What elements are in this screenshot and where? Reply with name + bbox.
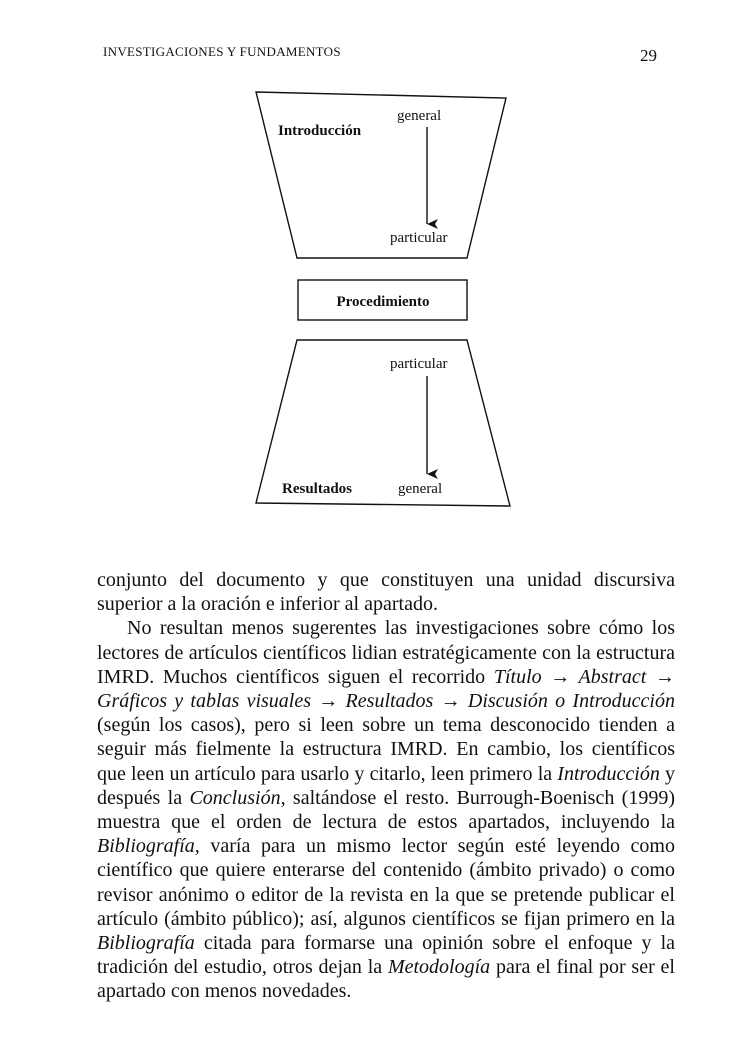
- results-from-label: particular: [390, 356, 448, 372]
- paragraph-reading-strategies: No resultan menos sugerentes las investigaciones sobre cómo los lectores de artículos científicos lidian estratégicamente con la estructura IMRD. Muchos científicos siguen el recorrido Título → Abstract → Gráficos y tablas visuales → Resultados → Discusión o Introducción (según los casos), pero si leen sobre un tema desconocido tienden a seguir más fielmente la estructura IMRD. En cambio, los científicos que leen un artículo para usarlo y citarlo, leen primero la Introducción y después la Conclusión, saltándose el resto. Burrough-Boenisch (1999) muestra que el orden de lectura de estos apartados, incluyendo la Bibliografía, varía para un mismo lector según esté leyendo como científico que quiere enterarse del contenido (ámbito privado) o como revisor anónimo o editor de la revista en la que se pretende publicar el artículo (ámbito público); así, algunos científicos se fijan primero en la Bibliografía citada para formarse una opinión sobre el enfoque y la tradición del estudio, otros dejan la Metodología para el final por ser el apartado con menos novedades.: [97, 617, 676, 1003]
- results-label: Resultados: [282, 481, 353, 497]
- page-number: 29: [640, 46, 657, 65]
- introduction-label: Introducción: [278, 123, 362, 139]
- results-to-label: general: [398, 481, 443, 497]
- paragraph-continuation: conjunto del documento y que constituyen una unidad discursiva superior a la oración e inferior al apartado.: [97, 569, 675, 616]
- introduction-to-label: particular: [390, 230, 448, 246]
- introduction-trapezoid: [256, 92, 506, 258]
- running-head: INVESTIGACIONES Y FUNDAMENTOS: [103, 44, 341, 59]
- body-text: [97, 568, 675, 1004]
- procedure-label: Procedimiento: [336, 294, 430, 310]
- introduction-from-label: general: [397, 108, 442, 124]
